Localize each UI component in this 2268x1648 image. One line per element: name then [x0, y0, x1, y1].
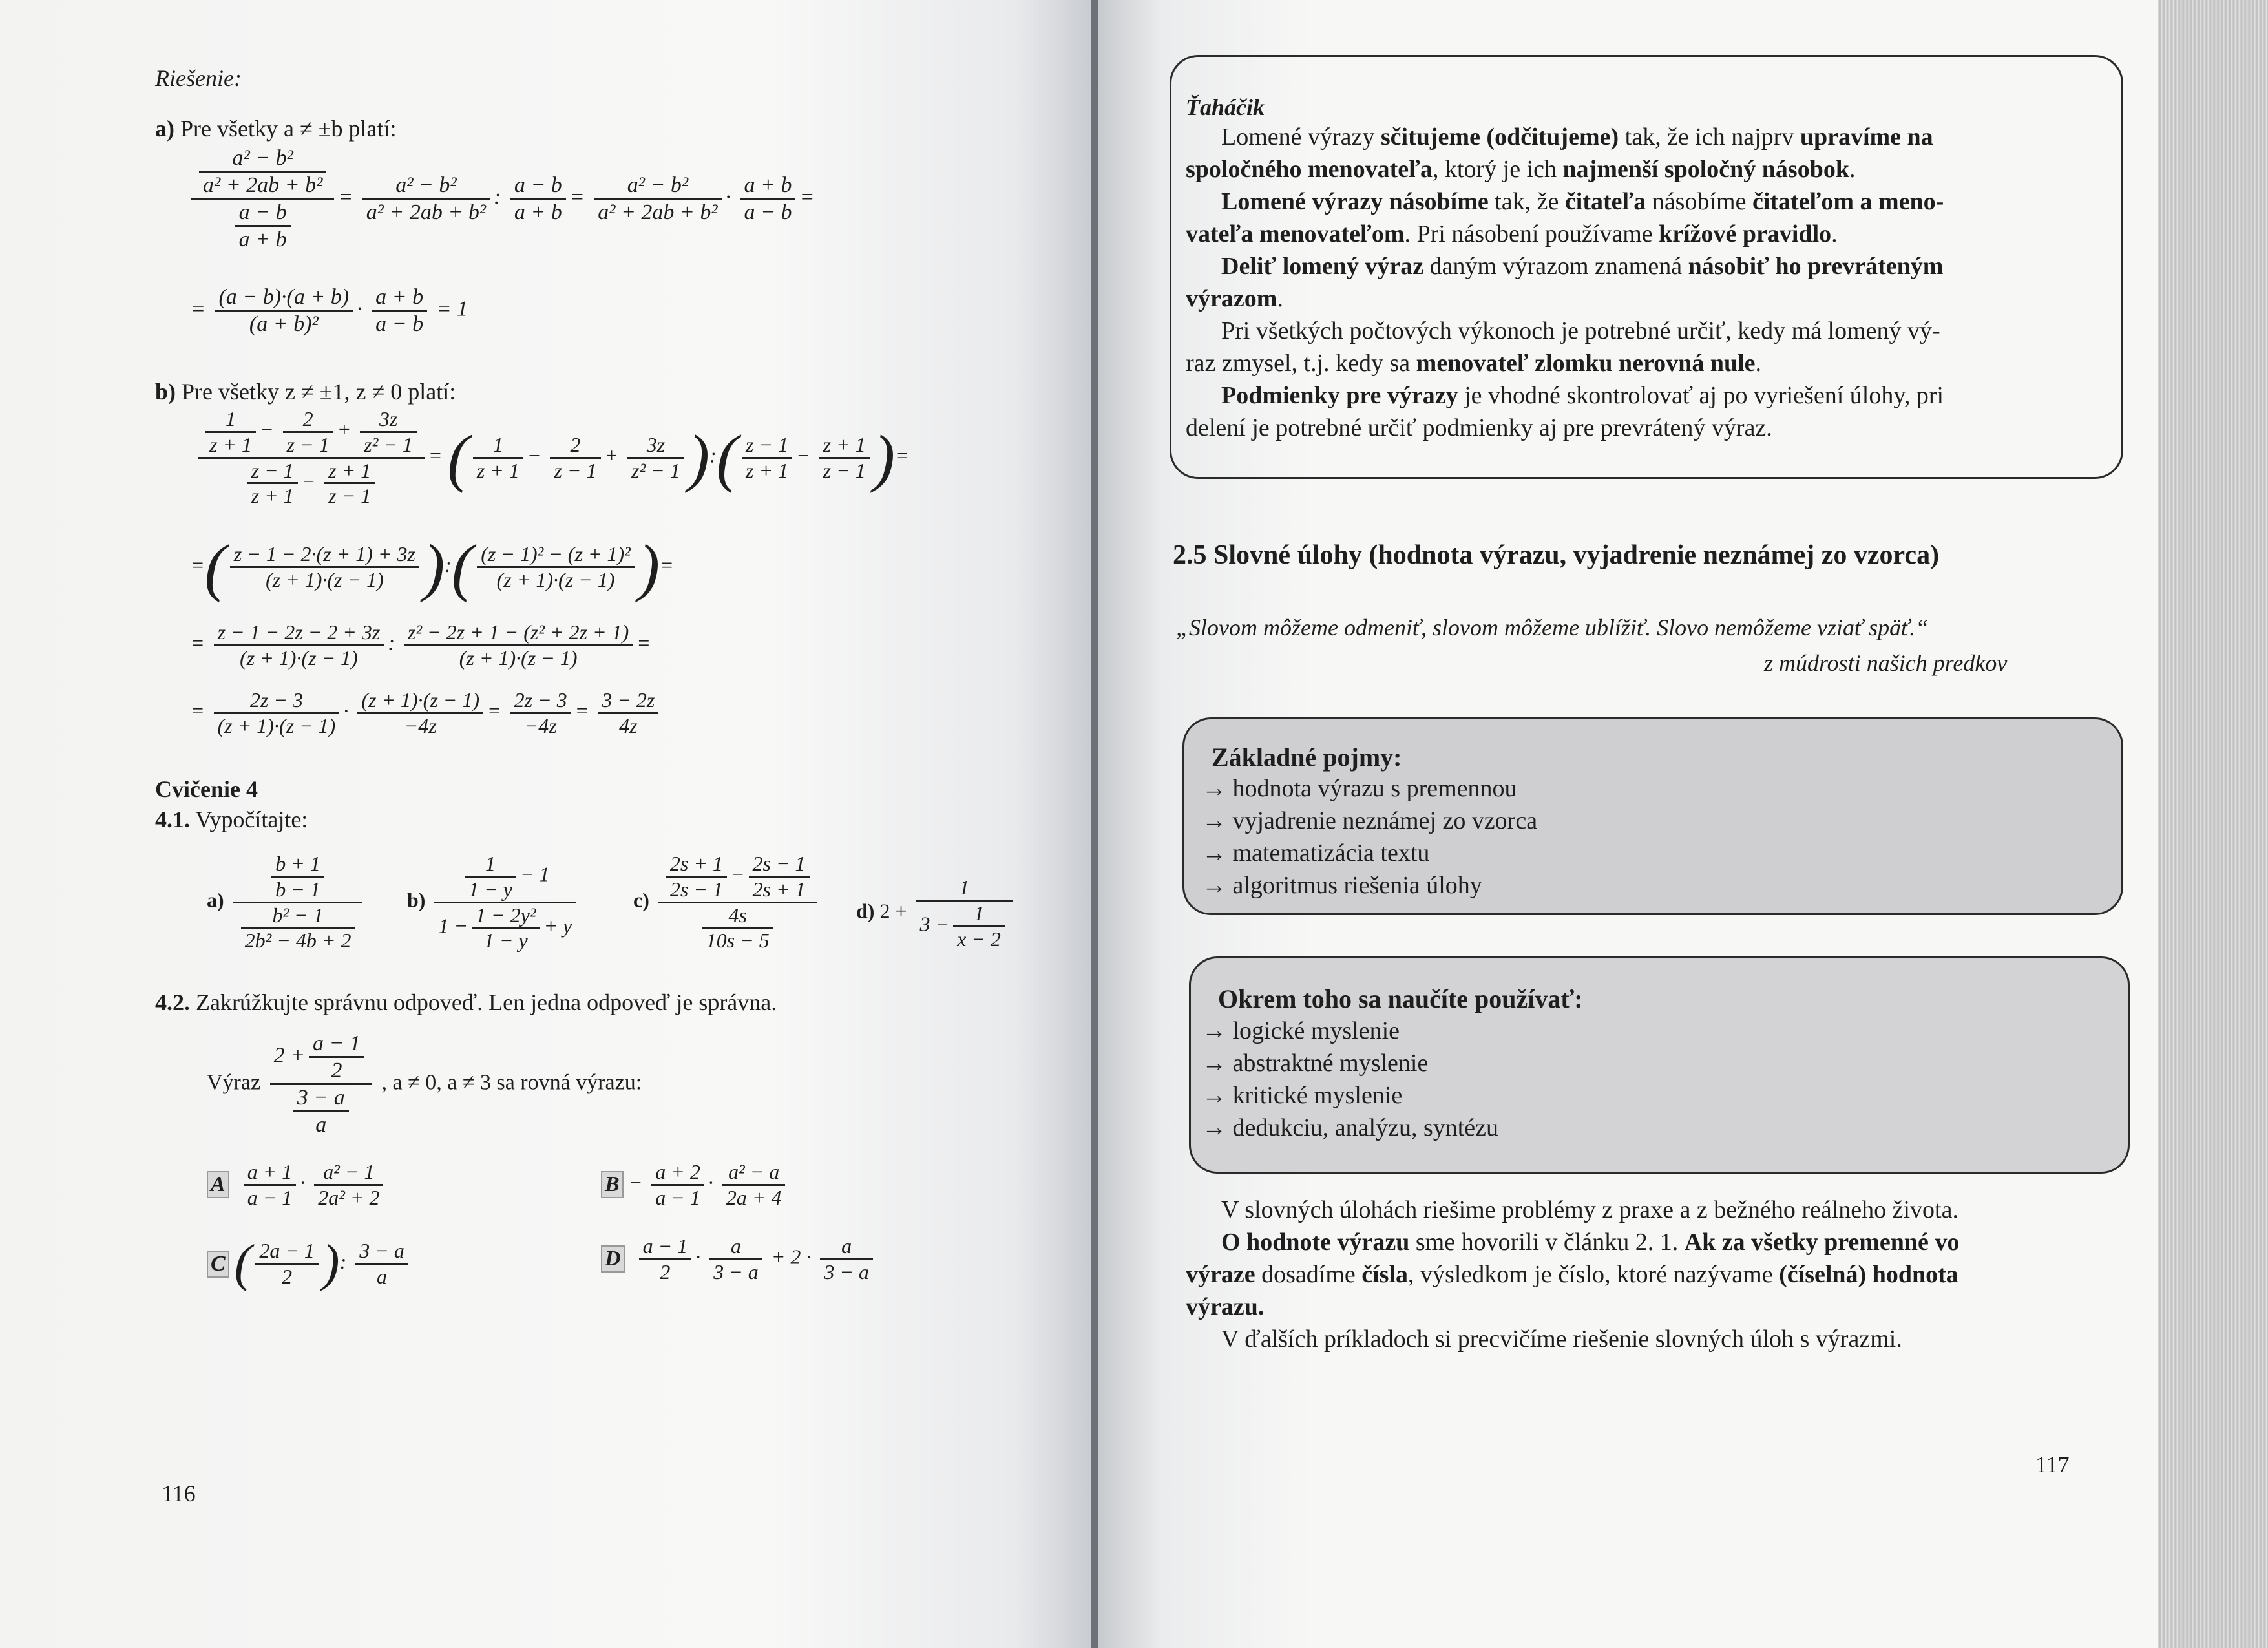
fraction: $\frac{(a - b)\cdot(a + b)}{\text{(a + b)²}}$: [215, 284, 353, 337]
part-b-cond-text: Pre všetky z ≠ ±1, z ≠ 0 platí:: [182, 379, 456, 405]
exercise-4-2-expression: Výraz 2 + $\frac{a - 1}{2}$ $\frac{3 - a}{a}$ , a ≠ 0, a ≠ 3 sa rovná výrazu:: [207, 1031, 642, 1137]
tahacik-line: vateľa menovateľom. Pri násobení používame krížové pravidlo.: [1186, 220, 1838, 248]
tahacik-line: Lomené výrazy sčitujeme (odčitujeme) tak, že ich najprv upravíme na: [1221, 123, 1933, 151]
fraction: $\frac{a - b}{a + b}$: [510, 173, 566, 225]
part-a-label: a): [155, 116, 174, 142]
riesenie-label: Riešenie:: [155, 65, 242, 91]
tahacik-line: výrazom.: [1186, 285, 1283, 312]
basic-concept-item: → matematizácia textu: [1202, 840, 1430, 867]
tahacik-line: raz zmysel, t.j. kedy sa menovateľ zlomku nerovná nule.: [1186, 350, 1762, 377]
option-b[interactable]: B − $\frac{a + 2}{a - 1}$ · $\frac{\text{a² − a}}{2a + 4}$: [601, 1160, 789, 1210]
book-page-edges: [2158, 0, 2268, 1648]
part-a-step2: = $\frac{(a - b)\cdot(a + b)}{\text{(a + b)²}}$ · $\frac{a + b}{a - b}$ = 1: [191, 285, 468, 337]
basic-concepts-title: Základné pojmy:: [1212, 743, 1402, 772]
fraction-numerator: a² − b²: [199, 145, 326, 173]
part-a-step1: $\frac{\frac{\text{a² − b²}}{\text{a² + 2ab + b²}}}{\frac{a - b}{a + b}}$ = $\frac{\text{a² − b²}}{\text{a² + 2ab + b²}}$ : $\frac{a - b}{a + b}$ = $\frac{\text{a² − b²}}{\text{a² + 2ab + b²}}$ · $\frac{a + b}{a - b}$ =: [187, 145, 814, 252]
part-b-condition: [155, 378, 456, 405]
option-d-marker[interactable]: D: [601, 1245, 625, 1273]
exercise-number: 4.1.: [155, 807, 190, 832]
part-b-step2: =( $\frac{z - 1 - 2\cdot(z + 1) + 3z}{(z + 1)\cdot(z - 1)}$ ):( $\frac{\text{(z − 1)² − (z + 1)²}}{(z + 1)\cdot(z - 1)}$ )=: [191, 531, 674, 603]
part-b-step3: = $\frac{z - 1 - 2z - 2 + 3z}{(z + 1)\cdot(z - 1)}$ : $\frac{\text{z² − 2z + 1 − (z² + 2z + 1)}}{(z + 1)\cdot(z - 1)}$ =: [191, 620, 651, 670]
fraction-denominator: a + b: [238, 227, 287, 252]
skill-item: → logické myslenie: [1202, 1017, 1400, 1044]
fraction-numerator: a − b: [235, 200, 291, 227]
skill-item: → abstraktné myslenie: [1202, 1050, 1429, 1077]
fraction: $\frac{z - 1 - 2z - 2 + 3z}{(z + 1)\cdot(z - 1)}$: [214, 620, 384, 670]
fraction: $\frac{(z + 1)\cdot(z - 1)}{-4z}$: [357, 688, 483, 738]
tahacik-line: delení je potrebné určiť podmienky aj pre prevrátený výraz.: [1186, 414, 1772, 441]
fraction-denominator: a² + 2ab + b²: [203, 173, 323, 198]
tahacik-line: Deliť lomený výraz daným výrazom znamená násobiť ho prevráteným: [1221, 253, 1944, 280]
page-number-left: 116: [162, 1481, 196, 1506]
left-page: [0, 0, 1092, 1648]
body-line: V ďalších príkladoch si precvičíme riešenie slovných úloh s výrazmi.: [1221, 1326, 1902, 1353]
option-b-marker[interactable]: B: [601, 1171, 624, 1198]
fraction: $\frac{a + b}{a - b}$: [372, 284, 427, 337]
part-b-step4: = $\frac{2z - 3}{(z + 1)\cdot(z - 1)}$ · $\frac{(z + 1)\cdot(z - 1)}{-4z}$ = $\frac{2z - 3}{-4z}$ = $\frac{3 - 2z}{4z}$: [191, 688, 662, 738]
part-a-cond-text: Pre všetky a ≠ ±b platí:: [180, 116, 397, 142]
tahacik-line: Pri všetkých počtových výkonoch je potrebné určiť, kedy má lomený vý-: [1221, 317, 1940, 344]
skill-item: → kritické myslenie: [1202, 1082, 1403, 1109]
tahacik-line: Podmienky pre výrazy je vhodné skontrolovať aj po vyriešení úlohy, pri: [1221, 382, 1944, 409]
exercise-text: Vypočítajte:: [195, 807, 308, 832]
tahacik-line: spoločného menovateľa, ktorý je ich najmenší spoločný násobok.: [1186, 156, 1856, 183]
problem-4-1-a: a) $\frac{\frac{b + 1}{b - 1}}{\frac{\text{b² − 1}}{\text{2b² − 4b + 2}}}$: [207, 852, 366, 953]
basic-concept-item: → algoritmus riešenia úlohy: [1202, 872, 1482, 899]
fraction: $\frac{2z - 3}{-4z}$: [510, 688, 571, 738]
fraction: $\frac{\text{a² − b²}}{\text{a² + 2ab + b²}}$: [362, 173, 490, 225]
part-a-condition: [155, 115, 396, 142]
right-page: [1098, 0, 2165, 1648]
option-c[interactable]: C ( $\frac{2a - 1}{2}$ ): $\frac{3 - a}{a}$: [207, 1234, 412, 1293]
basic-concept-item: → hodnota výrazu s premennou: [1202, 775, 1517, 802]
complex-fraction: $\frac{1}{z + 1}$ − $\frac{2}{z - 1}$ + $\frac{3z}{\text{z² − 1}}$ $\frac{z - 1}{z + 1}$ − $\frac{z + 1}{z - 1}$: [198, 407, 425, 508]
page-number-right: 117: [2035, 1452, 2070, 1477]
body-line: V slovných úlohách riešime problémy z praxe a z bežného reálneho života.: [1221, 1196, 1958, 1223]
skills-title: Okrem toho sa naučíte používať:: [1218, 984, 1583, 1013]
problem-4-1-d: d) 2 + 1 3 − $\frac{1}{x - 2}$: [856, 876, 1016, 951]
body-line: O hodnote výrazu sme hovorili v článku 2. 1. Ak za všetky premenné vo: [1221, 1229, 1960, 1256]
fraction: $\frac{\text{a² − b²}}{\text{a² + 2ab + b²}}$: [594, 173, 721, 225]
exercise-text: Zakrúžkujte správnu odpoveď. Len jedna odpoveď je správna.: [196, 989, 777, 1015]
complex-fraction: [191, 145, 334, 252]
quote: „Slovom môžeme odmeniť, slovom môžeme ublížiť. Slovo nemôžeme vziať späť.“: [1176, 615, 1929, 640]
part-b-step1: $\frac{1}{z + 1}$ − $\frac{2}{z - 1}$ + $\frac{3z}{\text{z² − 1}}$ $\frac{z - 1}{z + 1}$ − $\frac{z + 1}{z - 1}$ = ( $\frac{1}{z + 1}$ − $\frac{2}{z - 1}$ + $\frac{3z}{\text{z² − 1}}$ ):( $\frac{z - 1}{z + 1}$ − $\frac{z + 1}{z - 1}$ )=: [194, 407, 909, 508]
problem-4-1-c: c) $\frac{2s + 1}{2s - 1}$ − $\frac{2s - 1}{2s + 1}$ $\frac{4s}{10s - 5}$: [633, 852, 821, 953]
tahacik-line: Lomené výrazy násobíme tak, že čitateľa násobíme čitateľom a meno-: [1221, 188, 1944, 215]
fraction: $\frac{a + b}{a - b}$: [740, 173, 796, 225]
exercise-4-1: [155, 806, 308, 833]
fraction: $\frac{\text{z² − 2z + 1 − (z² + 2z + 1)}}{(z + 1)\cdot(z - 1)}$: [404, 620, 633, 670]
option-d[interactable]: D $\frac{a - 1}{2}$ · $\frac{a}{3 - a}$ + 2 · $\frac{a}{3 - a}$: [601, 1234, 877, 1284]
quote-source: z múdrosti našich predkov: [1764, 650, 2008, 676]
option-a-marker[interactable]: A: [207, 1171, 229, 1198]
exercise-heading: Cvičenie 4: [155, 776, 258, 802]
basic-concept-item: → vyjadrenie neznámej zo vzorca: [1202, 807, 1538, 834]
part-b-label: b): [155, 379, 176, 405]
result: = 1: [436, 297, 468, 321]
exercise-number: 4.2.: [155, 989, 190, 1015]
skill-item: → dedukciu, analýzu, syntézu: [1202, 1114, 1499, 1141]
problem-4-1-b: b) $\frac{1}{1 - y}$ − 1 1 − $\frac{\text{1 − 2y²}}{1 - y}$ + y: [407, 852, 580, 953]
body-line: výraze dosadíme čísla, výsledkom je číslo, ktoré nazývame (číselná) hodnota: [1186, 1261, 1958, 1288]
body-line: výrazu.: [1186, 1293, 1265, 1320]
section-heading: 2.5 Slovné úlohy (hodnota výrazu, vyjadrenie neznámej zo vzorca): [1173, 540, 1940, 570]
fraction: $\frac{3 - 2z}{4z}$: [598, 688, 658, 738]
option-c-marker[interactable]: C: [207, 1251, 229, 1278]
option-a[interactable]: A $\frac{a + 1}{a - 1}$ · $\frac{\text{a² − 1}}{\text{2a² + 2}}$: [207, 1160, 387, 1210]
fraction: $\frac{2z - 3}{(z + 1)\cdot(z - 1)}$: [214, 688, 340, 738]
tahacik-title: Ťaháčik: [1186, 94, 1265, 120]
exercise-4-2: [155, 989, 777, 1016]
